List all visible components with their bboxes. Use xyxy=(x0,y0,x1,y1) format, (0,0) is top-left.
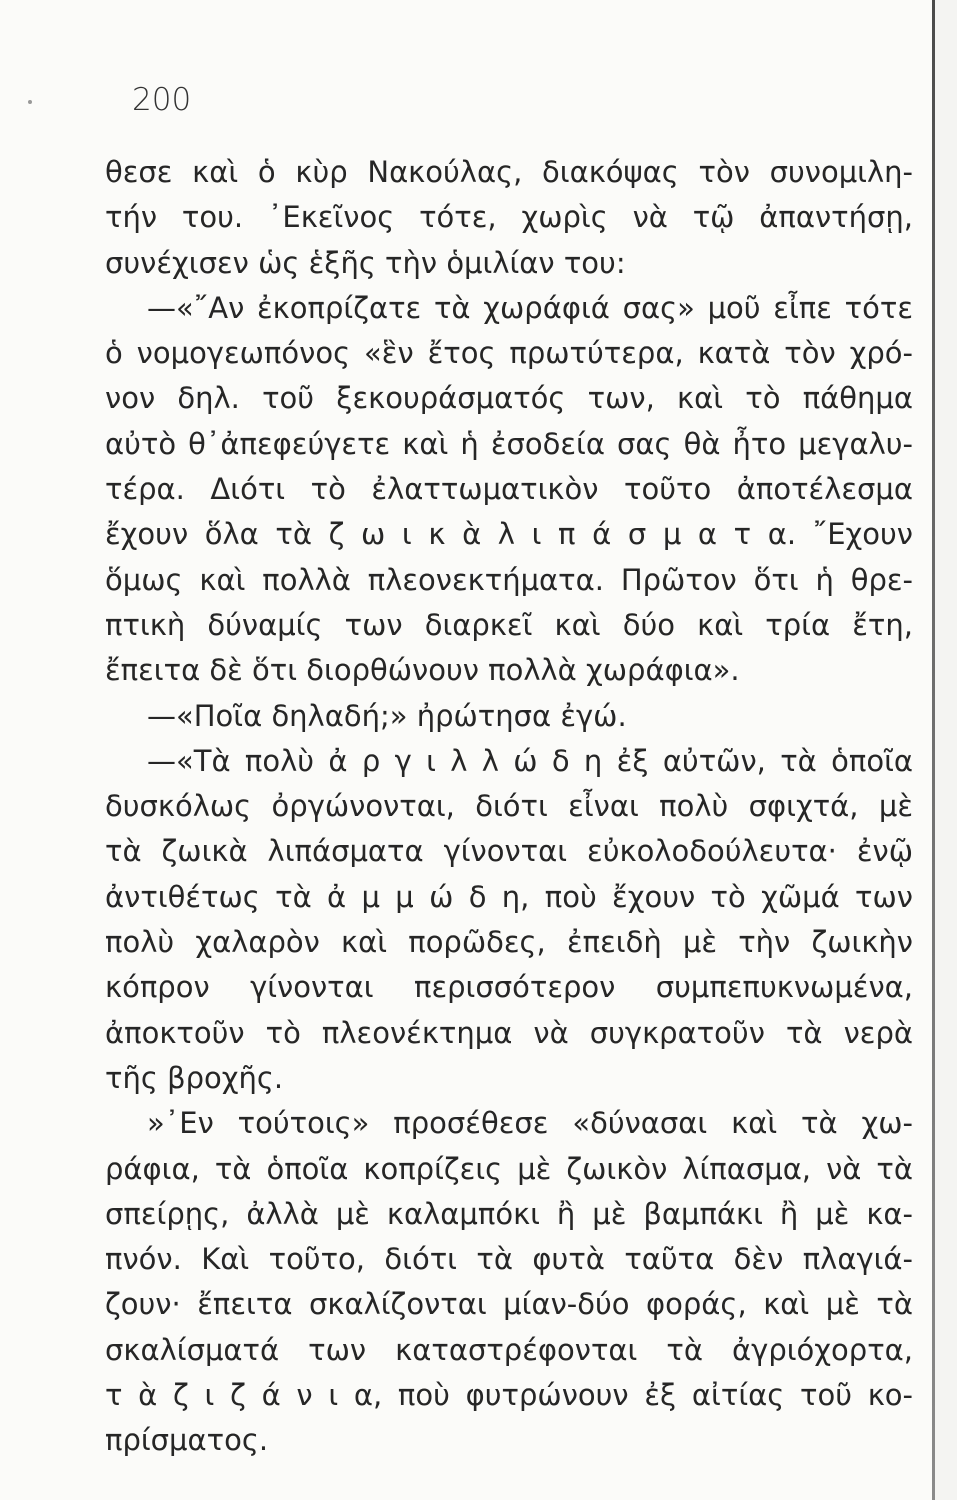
text-line: »᾿Εν τούτοις» προσέθεσε «δύνασαι καὶ τὰ χω- xyxy=(147,1106,913,1141)
text-line: πρίσματος. xyxy=(105,1423,269,1458)
text-line: ὁ νομογεωπόνος «ἓν ἔτος πρωτύτερα, κατὰ τὸν χρό- xyxy=(105,336,913,371)
text-line: τῆς βροχῆς. xyxy=(105,1060,284,1095)
text-line: ἀντιθέτως τὰ ἀ μ μ ώ δ η, ποὺ ἔχουν τὸ χῶμά των xyxy=(105,879,913,914)
body-text xyxy=(105,150,913,1464)
text-line: ζουν· ἔπειτα σκαλίζονται μίαν-δύο φοράς, καὶ μὲ τὰ xyxy=(105,1287,913,1322)
text-line: συνέχισεν ὡς ἑξῆς τὴν ὁμιλίαν του: xyxy=(105,245,626,280)
page-number: 200 xyxy=(132,82,192,118)
text-line: σπείρῃς, ἀλλὰ μὲ καλαμπόκι ἢ μὲ βαμπάκι ἢ μὲ κα- xyxy=(105,1196,913,1231)
scan-speck xyxy=(28,100,32,104)
text-line: σκαλίσματά των καταστρέφονται τὰ ἀγριόχορτα, xyxy=(105,1332,913,1367)
text-line: τ ὰ ζ ι ζ ά ν ι α, ποὺ φυτρώνουν ἐξ αἰτίας τοῦ κο- xyxy=(105,1378,913,1413)
text-line: νον δηλ. τοῦ ξεκουράσματός των, καὶ τὸ πάθημα xyxy=(105,381,913,416)
text-line: αὐτὸ θ᾿ἀπεφεύγετε καὶ ἡ ἐσοδεία σας θὰ ἦτο μεγαλυ- xyxy=(105,426,913,461)
text-line: τήν του. ᾿Εκεῖνος τότε, χωρὶς νὰ τῷ ἀπαντήσῃ, xyxy=(105,200,913,235)
text-line: ἔπειτα δὲ ὅτι διορθώνουν πολλὰ χωράφια». xyxy=(105,653,740,688)
text-line: δυσκόλως ὀργώνονται, διότι εἶναι πολὺ σφιχτά, μὲ xyxy=(105,789,913,824)
page-binding-edge xyxy=(932,0,935,1500)
text-line: ράφια, τὰ ὁποῖα κοπρίζεις μὲ ζωικὸν λίπασμα, νὰ τὰ xyxy=(105,1151,913,1186)
text-line: —«῎Αν ἐκοπρίζατε τὰ χωράφιά σας» μοῦ εἶπε τότε xyxy=(147,290,913,325)
text-line: ὅμως καὶ πολλὰ πλεονεκτήματα. Πρῶτον ὅτι ἡ θρε- xyxy=(105,562,913,597)
text-line: κόπρον γίνονται περισσότερον συμπεπυκνωμένα, xyxy=(105,970,913,1005)
text-line: —«Ποῖα δηλαδή;» ἠρώτησα ἐγώ. xyxy=(147,698,627,733)
text-line: τέρα. Διότι τὸ ἐλαττωματικὸν τοῦτο ἀποτέλεσμα xyxy=(105,472,913,507)
text-line: πνόν. Καὶ τοῦτο, διότι τὰ φυτὰ ταῦτα δὲν πλαγιά- xyxy=(105,1242,913,1277)
text-line: πτικὴ δύναμίς των διαρκεῖ καὶ δύο καὶ τρία ἔτη, xyxy=(105,607,913,642)
text-line: ἔχουν ὅλα τὰ ζ ω ι κ ὰ λ ι π ά σ μ α τ α. ῎Εχουν xyxy=(105,517,913,552)
text-line: ἀποκτοῦν τὸ πλεονέκτημα νὰ συγκρατοῦν τὰ νερὰ xyxy=(105,1015,913,1050)
text-line: τὰ ζωικὰ λιπάσματα γίνονται εὐκολοδούλευτα· ἐνῷ xyxy=(105,834,913,869)
page-margin-shadow xyxy=(935,0,957,1500)
text-line: —«Τὰ πολὺ ἀ ρ γ ι λ λ ώ δ η ἐξ αὐτῶν, τὰ ὁποῖα xyxy=(147,743,913,778)
text-line: θεσε καὶ ὁ κὺρ Νακούλας, διακόψας τὸν συνομιλη- xyxy=(105,155,913,189)
text-line: πολὺ χαλαρὸν καὶ πορῶδες, ἐπειδὴ μὲ τὴν ζωικὴν xyxy=(105,925,913,960)
